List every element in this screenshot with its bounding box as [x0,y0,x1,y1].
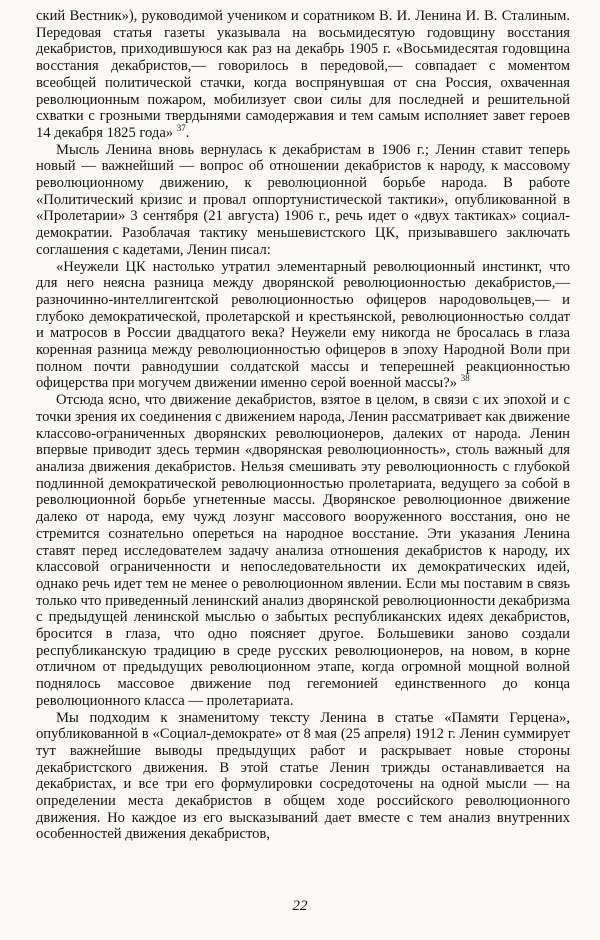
paragraph [36,710,570,844]
paragraph-continuation: ский Вестник»), руководимой учеником и соратником В. И. Ленина И. В. Сталиным. Передовая статья газеты указывала на восьмидесятую годовщину восстания декабристов, приходившуюся как раз на декабрь 1905 г. «Восьмидесятая годовщина восстания декабристов,— говорилось в передовой,— совпадает с моментом всеобщей политической стачки, когда воспрянувшая от сна Россия, охваченная революционным пожаром, мобилизует свои силы для последней и решительной схватки с грозными твердынями самодержавия и тем самым исполняет завет героев 14 декабря 1825 года» $^{37}$. [36,8,570,141]
paragraph-text: Отсюда ясно, что движение декабристов, взятое в целом, в связи с их эпохой и с точки зрения их соединения с движением народа, Ленин рассматривает как движение классово-ограниченных дворянских революционеров, далеких от народа. Ленин впервые приводит здесь термин «дворянская революционность», столь важный для анализа движения декабристов. Нельзя смешивать эту революционность с глубокой подлинной демократической революционностью пролетариата, ведущего за собой в революционной борьбе угнетенные массы. Дворянское революционное движение далеко от народа, ему чужд лозунг массового вооруженного восстания, оно не стремится сознательно опереться на народное восстание. Эти указания Ленина ставят перед исследователем задачу анализа отношения декабристов к народу, их классовой ограниченности и непоследовательности их демократических идей, однако речь идет тем не менее о революционном явлении. Если мы поставим в связь только что приведенный ленинский анализ дворянской революционности декабризма с предыдущей ленинской мыслью о забытых республиканских идеях декабристов, бросится в глаза, что одно поясняет другое. Большевики заново создали республиканскую традицию в среде русских революционеров, на новом, в корне отличном от предыдущих революционном этапе, когда огромной мощной волной поднялось массовое движение под гегемонией единственного до конца революционного класса — пролетариата. [36,392,570,709]
paragraph [36,142,570,259]
paragraph [36,392,570,709]
page-number: 22 [292,898,308,914]
paragraph-text: Мысль Ленина вновь вернулась к декабристам в 1906 г.; Ленин ставит теперь новый — важнейший — вопрос об отношении декабристов к народу, к массовому революционному движению, к революционной борьбе народа. В работе «Политический кризис и провал оппортунистической тактики», опубликованной в «Пролетарии» 3 сентября (21 августа) 1906 г., речь идет о «двух тактиках» социал-демократии. Разоблачая тактику меньшевистского ЦК, призывавшего заключать соглашения с кадетами, Ленин писал: [36,141,570,258]
quote-text: «Неужели ЦК настолько утратил элементарный революционный инстинкт, что для него неясна разница между дворянской революционностью декабристов,— разночинно-интеллигентской революционностью офицеров народовольцев,— и глубоко демократической, пролетарской и крестьянской, революционностью солдат и матросов в России двадцатого века? Неужели ему никогда не бросалась в глаза коренная разница между революционностью офицеров в эпоху Народной Воли при полном почти равнодушии солдатской массы и теперешней реакционностью офицерства при могучем движении именно серой военной массы?» [36,258,570,392]
body-text [36,8,570,843]
paragraph-text: ский Вестник»), руководимой учеником и соратником В. И. Ленина И. В. Сталиным. Передовая статья газеты указывала на восьмидесятую годовщину восстания декабристов, приходившуюся как раз на декабрь 1905 г. «Восьмидесятая годовщина восстания декабристов,— говорилось в передовой,— совпадает с моментом всеобщей политической стачки, когда воспрянувшая от сна Россия, охваченная революционным пожаром, мобилизует свои силы для последней и решительной схватки с грозными твердынями самодержавия и тем самым исполняет завет героев 14 декабря 1825 года» [36,8,570,141]
footnote-ref: 37 [176,123,186,134]
lenin-quote [36,259,570,393]
footnote-ref: 38 [460,373,470,384]
paragraph-text: Мы подходим к знаменитому тексту Ленина в статье «Памяти Герцена», опубликованной в «Социал-демократе» от 8 мая (25 апреля) 1912 г. Ленин суммирует тут важнейшие выводы предыдущих работ и раскрывает новые стороны декабристского движения. В этой статье Ленин трижды останавливается на декабристах, и все три его формулировки сосредоточены на одной мысли — на определении места декабристов в общем ходе российского революционного движения. Но каждое из его высказываний дает вместе с тем анализ внутренних особенностей движения декабристов, [36,709,570,843]
